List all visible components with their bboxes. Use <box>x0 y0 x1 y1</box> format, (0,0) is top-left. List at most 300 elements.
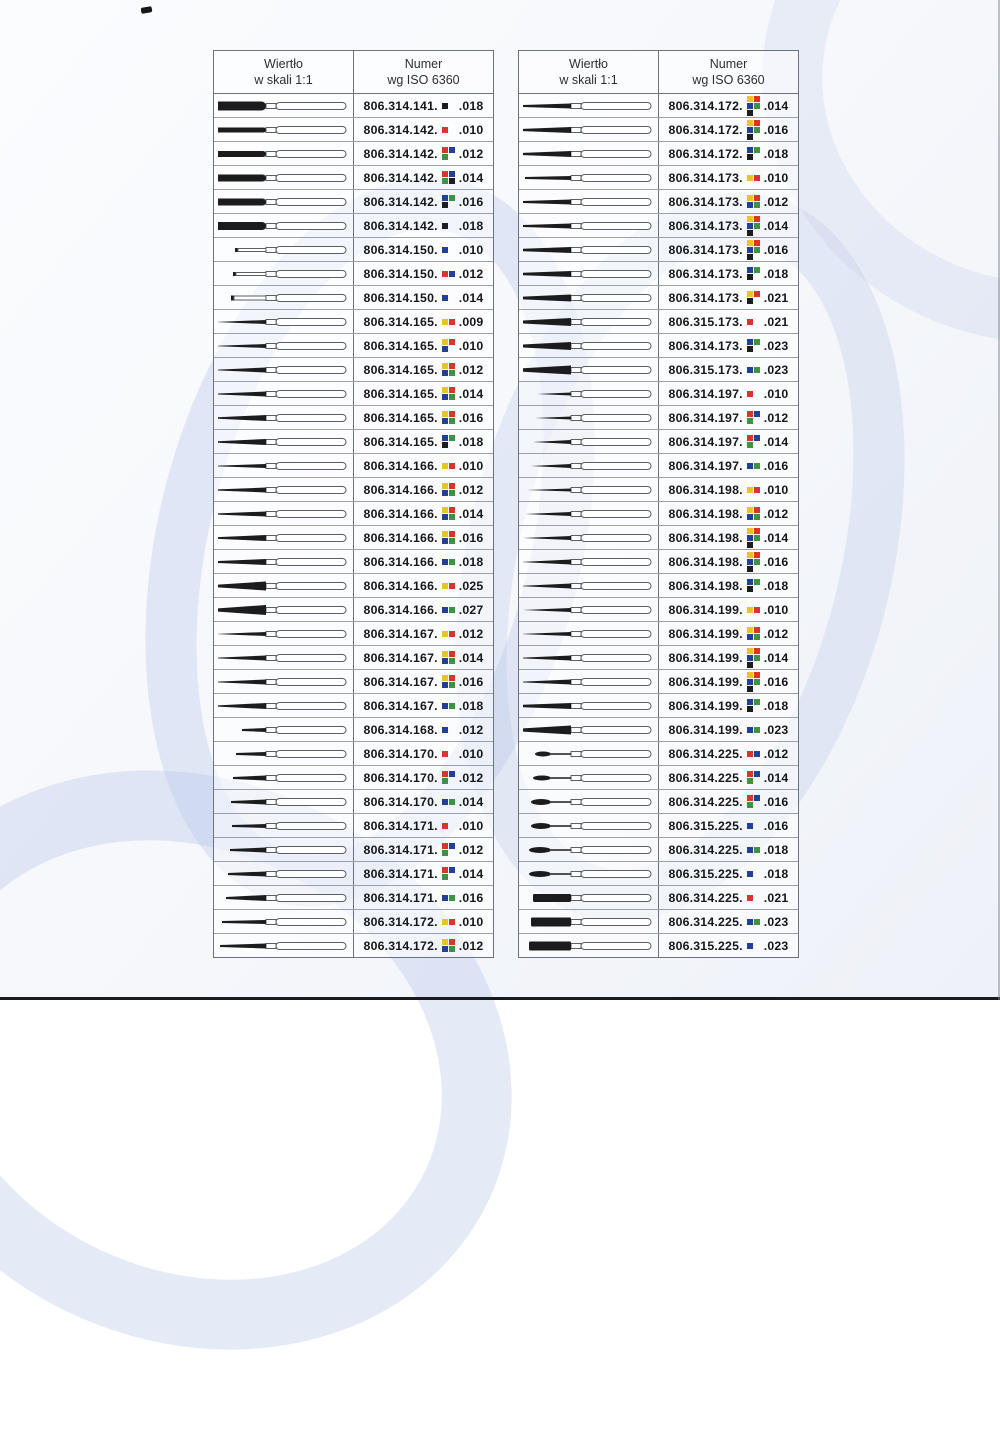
iso-number: 806.314.173. <box>668 242 743 257</box>
grit-square-b <box>442 195 448 201</box>
table-row <box>214 454 493 478</box>
grit-square-r <box>449 507 455 513</box>
table-row <box>214 550 493 574</box>
bur-icon <box>523 409 655 427</box>
grit-square-b <box>747 339 753 345</box>
iso-number-cell <box>659 142 798 165</box>
iso-number-cell <box>354 454 493 477</box>
bur-icon <box>218 529 350 547</box>
grit-square-r <box>754 672 760 678</box>
size-value: .010 <box>458 122 484 137</box>
grit-square-r <box>754 507 760 513</box>
grit-color-squares <box>442 319 455 325</box>
grit-square-k <box>747 542 753 548</box>
iso-number-cell <box>659 334 798 357</box>
bur-icon <box>523 673 655 691</box>
grit-color-squares <box>442 483 455 496</box>
iso-number: 806.314.173. <box>668 170 743 185</box>
size-value: .014 <box>458 650 484 665</box>
size-value: .012 <box>458 938 484 953</box>
table-header <box>519 51 798 94</box>
iso-number-cell <box>354 286 493 309</box>
bur-icon <box>218 409 350 427</box>
grit-square-g <box>442 154 448 160</box>
size-value: .014 <box>458 386 484 401</box>
size-value: .016 <box>763 242 789 257</box>
grit-square-k <box>449 178 455 184</box>
grit-color-squares <box>442 631 455 637</box>
table-row <box>519 574 798 598</box>
grit-square-b <box>754 795 760 801</box>
iso-number-cell <box>354 310 493 333</box>
size-value: .018 <box>763 578 789 593</box>
iso-number: 806.314.142. <box>363 122 438 137</box>
table-row <box>519 598 798 622</box>
size-value: .009 <box>458 314 484 329</box>
iso-number: 806.314.171. <box>363 866 438 881</box>
bur-illustration-cell <box>214 502 354 525</box>
grit-square-r <box>754 648 760 654</box>
grit-square-r <box>449 339 455 345</box>
size-value: .014 <box>458 866 484 881</box>
iso-number: 806.314.165. <box>363 314 438 329</box>
header-iso-number <box>354 51 493 93</box>
grit-square-y <box>747 648 753 654</box>
grit-square-g <box>754 147 760 153</box>
bur-illustration-cell <box>214 838 354 861</box>
size-value: .016 <box>458 410 484 425</box>
bur-icon <box>523 721 655 739</box>
bur-illustration-cell <box>519 622 659 645</box>
grit-square-b <box>442 346 448 352</box>
grit-square-r <box>747 895 753 901</box>
grit-square-g <box>747 442 753 448</box>
header-bur-scale <box>214 51 354 93</box>
iso-number-cell <box>659 886 798 909</box>
bur-icon <box>218 385 350 403</box>
header-line: Numer <box>709 56 748 71</box>
grit-square-b <box>747 267 753 273</box>
bur-illustration-cell <box>519 238 659 261</box>
grit-square-b <box>442 559 448 565</box>
iso-number: 806.314.172. <box>668 146 743 161</box>
size-value: .016 <box>763 674 789 689</box>
size-value: .010 <box>458 338 484 353</box>
iso-number: 806.314.197. <box>668 410 743 425</box>
grit-square-r <box>754 552 760 558</box>
bur-illustration-cell <box>214 526 354 549</box>
grit-square-y <box>442 483 448 489</box>
bur-icon <box>523 385 655 403</box>
grit-square-b <box>442 490 448 496</box>
grit-square-b <box>442 514 448 520</box>
iso-number-cell <box>659 646 798 669</box>
iso-number: 806.314.198. <box>668 530 743 545</box>
size-value: .012 <box>458 146 484 161</box>
grit-color-squares <box>747 699 760 712</box>
grit-square-r <box>442 771 448 777</box>
iso-number: 806.314.225. <box>668 770 743 785</box>
grit-square-b <box>442 295 448 301</box>
iso-number-cell <box>354 526 493 549</box>
grit-color-squares <box>747 528 760 548</box>
grit-square-g <box>754 559 760 565</box>
grit-square-b <box>449 867 455 873</box>
bur-icon <box>523 625 655 643</box>
grit-square-g <box>754 223 760 229</box>
iso-number: 806.314.166. <box>363 578 438 593</box>
bur-illustration-cell <box>214 886 354 909</box>
iso-number: 806.314.173. <box>668 338 743 353</box>
grit-square-k <box>747 274 753 280</box>
size-value: .014 <box>458 506 484 521</box>
iso-number: 806.314.199. <box>668 650 743 665</box>
grit-square-g <box>442 850 448 856</box>
grit-square-y <box>747 672 753 678</box>
bur-illustration-cell <box>519 910 659 933</box>
header-line: wg ISO 6360 <box>387 73 460 87</box>
iso-number-cell <box>659 430 798 453</box>
grit-square-b <box>754 771 760 777</box>
iso-number-cell <box>659 478 798 501</box>
grit-square-k <box>442 223 448 229</box>
grit-square-g <box>754 847 760 853</box>
grit-color-squares <box>747 579 760 592</box>
table-body <box>519 94 798 957</box>
bur-illustration-cell <box>214 118 354 141</box>
grit-color-squares <box>442 843 455 856</box>
table-header <box>214 51 493 94</box>
grit-square-b <box>747 223 753 229</box>
iso-number-cell <box>659 766 798 789</box>
grit-color-squares <box>747 919 760 925</box>
size-value: .018 <box>763 866 789 881</box>
bur-illustration-cell <box>519 406 659 429</box>
grit-square-r <box>754 120 760 126</box>
grit-color-squares <box>442 147 455 160</box>
size-value: .012 <box>763 626 789 641</box>
grit-square-y <box>747 216 753 222</box>
iso-number-cell <box>659 934 798 957</box>
iso-number: 806.314.165. <box>363 386 438 401</box>
grit-square-b <box>747 514 753 520</box>
grit-color-squares <box>442 771 455 784</box>
table-row <box>519 334 798 358</box>
grit-square-y <box>747 291 753 297</box>
grit-color-squares <box>747 240 760 260</box>
bur-icon <box>523 289 655 307</box>
grit-square-y <box>747 195 753 201</box>
size-value: .025 <box>458 578 484 593</box>
iso-number-cell <box>354 646 493 669</box>
grit-color-squares <box>442 651 455 664</box>
table-row <box>214 430 493 454</box>
bur-illustration-cell <box>519 478 659 501</box>
grit-square-r <box>442 271 448 277</box>
bur-icon <box>218 913 350 931</box>
bur-icon <box>523 481 655 499</box>
grit-square-r <box>442 867 448 873</box>
table-row <box>214 862 493 886</box>
iso-number: 806.314.166. <box>363 482 438 497</box>
grit-square-r <box>747 771 753 777</box>
iso-number-cell <box>354 886 493 909</box>
bur-illustration-cell <box>214 310 354 333</box>
grit-color-squares <box>747 552 760 572</box>
grit-square-r <box>449 939 455 945</box>
header-line: w skali 1:1 <box>559 73 618 87</box>
iso-number-cell <box>659 166 798 189</box>
iso-number-cell <box>354 910 493 933</box>
size-value: .018 <box>763 266 789 281</box>
bur-icon <box>218 577 350 595</box>
grit-square-b <box>747 699 753 705</box>
grit-square-b <box>747 871 753 877</box>
iso-number: 806.314.166. <box>363 530 438 545</box>
iso-number: 806.315.225. <box>668 818 743 833</box>
table-row <box>519 358 798 382</box>
size-value: .012 <box>763 746 789 761</box>
bur-illustration-cell <box>519 550 659 573</box>
size-value: .010 <box>458 914 484 929</box>
grit-color-squares <box>442 127 455 133</box>
table-row <box>519 118 798 142</box>
table-row <box>214 118 493 142</box>
iso-number: 806.314.173. <box>668 194 743 209</box>
table-row <box>214 766 493 790</box>
grit-square-b <box>442 682 448 688</box>
grit-square-b <box>442 394 448 400</box>
table-row <box>519 790 798 814</box>
size-value: .023 <box>763 914 789 929</box>
grit-color-squares <box>747 120 760 140</box>
size-value: .016 <box>458 890 484 905</box>
grit-color-squares <box>747 771 760 784</box>
iso-number: 806.314.142. <box>363 194 438 209</box>
grit-color-squares <box>747 339 760 352</box>
bur-icon <box>523 433 655 451</box>
bur-illustration-cell <box>214 454 354 477</box>
iso-number-cell <box>659 238 798 261</box>
grit-color-squares <box>442 559 455 565</box>
bur-illustration-cell <box>214 670 354 693</box>
table-row <box>214 166 493 190</box>
size-value: .012 <box>458 266 484 281</box>
grit-color-squares <box>747 943 760 949</box>
iso-number: 806.314.172. <box>668 98 743 113</box>
grit-color-squares <box>747 195 760 208</box>
iso-number-cell <box>354 358 493 381</box>
table-row <box>519 670 798 694</box>
iso-number-cell <box>659 742 798 765</box>
bur-illustration-cell <box>519 94 659 117</box>
size-value: .010 <box>458 746 484 761</box>
size-value: .012 <box>763 410 789 425</box>
grit-square-y <box>442 411 448 417</box>
bur-illustration-cell <box>519 694 659 717</box>
iso-number: 806.314.198. <box>668 578 743 593</box>
size-value: .016 <box>763 122 789 137</box>
iso-number: 806.314.198. <box>668 554 743 569</box>
iso-number: 806.315.225. <box>668 866 743 881</box>
grit-square-k <box>747 566 753 572</box>
bur-icon <box>523 193 655 211</box>
header-iso-number <box>659 51 798 93</box>
grit-square-y <box>747 528 753 534</box>
header-line: Wiertło <box>264 56 303 71</box>
grit-square-y <box>442 363 448 369</box>
grit-square-b <box>754 411 760 417</box>
grit-square-g <box>449 514 455 520</box>
grit-square-k <box>442 202 448 208</box>
bur-icon <box>218 649 350 667</box>
size-value: .018 <box>763 842 789 857</box>
grit-square-y <box>442 339 448 345</box>
size-value: .012 <box>763 194 789 209</box>
bur-illustration-cell <box>519 214 659 237</box>
bur-illustration-cell <box>519 382 659 405</box>
grit-square-b <box>747 634 753 640</box>
grit-color-squares <box>747 607 760 613</box>
grit-square-g <box>449 370 455 376</box>
size-value: .027 <box>458 602 484 617</box>
grit-square-r <box>754 96 760 102</box>
iso-number-cell <box>659 502 798 525</box>
grit-square-r <box>754 291 760 297</box>
grit-color-squares <box>442 387 455 400</box>
bur-illustration-cell <box>519 286 659 309</box>
grit-square-b <box>747 127 753 133</box>
bur-icon <box>523 505 655 523</box>
grit-color-squares <box>747 727 760 733</box>
bur-illustration-cell <box>214 718 354 741</box>
size-value: .014 <box>763 218 789 233</box>
grit-square-g <box>754 679 760 685</box>
iso-number: 806.315.173. <box>668 362 743 377</box>
grit-square-b <box>754 751 760 757</box>
size-value: .014 <box>763 650 789 665</box>
table-row <box>519 646 798 670</box>
bur-illustration-cell <box>519 814 659 837</box>
grit-square-g <box>449 418 455 424</box>
table-row <box>214 886 493 910</box>
grit-color-squares <box>747 267 760 280</box>
bur-illustration-cell <box>519 526 659 549</box>
bur-icon <box>523 361 655 379</box>
bur-icon <box>523 745 655 763</box>
iso-number: 806.314.165. <box>363 410 438 425</box>
grit-square-b <box>442 946 448 952</box>
bur-icon <box>218 169 350 187</box>
bur-illustration-cell <box>214 382 354 405</box>
bur-icon <box>523 937 655 955</box>
iso-number: 806.314.150. <box>363 290 438 305</box>
bur-icon <box>218 97 350 115</box>
grit-color-squares <box>747 411 760 424</box>
bur-icon <box>218 769 350 787</box>
iso-number-cell <box>354 790 493 813</box>
grit-color-squares <box>442 171 455 184</box>
grit-square-b <box>747 559 753 565</box>
size-value: .014 <box>763 98 789 113</box>
iso-number: 806.314.197. <box>668 386 743 401</box>
grit-color-squares <box>747 435 760 448</box>
grit-color-squares <box>442 799 455 805</box>
table-row <box>519 190 798 214</box>
grit-color-squares <box>442 103 455 109</box>
grit-square-g <box>449 490 455 496</box>
table-row <box>519 526 798 550</box>
grit-square-g <box>449 394 455 400</box>
table-row <box>214 334 493 358</box>
bur-illustration-cell <box>519 166 659 189</box>
iso-number: 806.314.172. <box>363 938 438 953</box>
iso-number: 806.314.165. <box>363 434 438 449</box>
iso-number-cell <box>354 622 493 645</box>
iso-number-cell <box>659 454 798 477</box>
grit-square-b <box>747 655 753 661</box>
grit-square-r <box>449 919 455 925</box>
header-line: Wiertło <box>569 56 608 71</box>
table-row <box>519 694 798 718</box>
bur-icon <box>523 121 655 139</box>
grit-square-b <box>747 463 753 469</box>
iso-number-cell <box>354 718 493 741</box>
grit-color-squares <box>747 795 760 808</box>
grit-color-squares <box>442 223 455 229</box>
iso-number: 806.315.173. <box>668 314 743 329</box>
grit-square-g <box>754 535 760 541</box>
bur-icon <box>218 697 350 715</box>
bur-illustration-cell <box>214 142 354 165</box>
bur-illustration-cell <box>519 574 659 597</box>
grit-square-k <box>442 103 448 109</box>
grit-square-b <box>747 847 753 853</box>
grit-square-r <box>442 751 448 757</box>
grit-square-r <box>449 387 455 393</box>
bur-illustration-cell <box>519 502 659 525</box>
grit-square-g <box>754 919 760 925</box>
table-row <box>519 286 798 310</box>
bur-icon <box>218 817 350 835</box>
iso-number-cell <box>659 838 798 861</box>
table-row <box>519 166 798 190</box>
iso-number: 806.314.197. <box>668 458 743 473</box>
table-row <box>519 262 798 286</box>
grit-square-g <box>747 778 753 784</box>
size-value: .012 <box>458 626 484 641</box>
table-row <box>214 310 493 334</box>
grit-square-r <box>754 607 760 613</box>
size-value: .010 <box>763 386 789 401</box>
grit-square-r <box>449 483 455 489</box>
bur-icon <box>218 337 350 355</box>
iso-number-cell <box>659 814 798 837</box>
iso-number: 806.314.198. <box>668 482 743 497</box>
iso-number: 806.314.198. <box>668 506 743 521</box>
bur-icon <box>523 217 655 235</box>
bur-icon <box>218 937 350 955</box>
iso-number: 806.314.225. <box>668 746 743 761</box>
grit-color-squares <box>747 216 760 236</box>
iso-number-cell <box>354 262 493 285</box>
grit-color-squares <box>747 391 760 397</box>
grit-square-k <box>747 706 753 712</box>
size-value: .014 <box>763 530 789 545</box>
grit-square-g <box>747 802 753 808</box>
bur-illustration-cell <box>519 742 659 765</box>
size-value: .018 <box>458 218 484 233</box>
